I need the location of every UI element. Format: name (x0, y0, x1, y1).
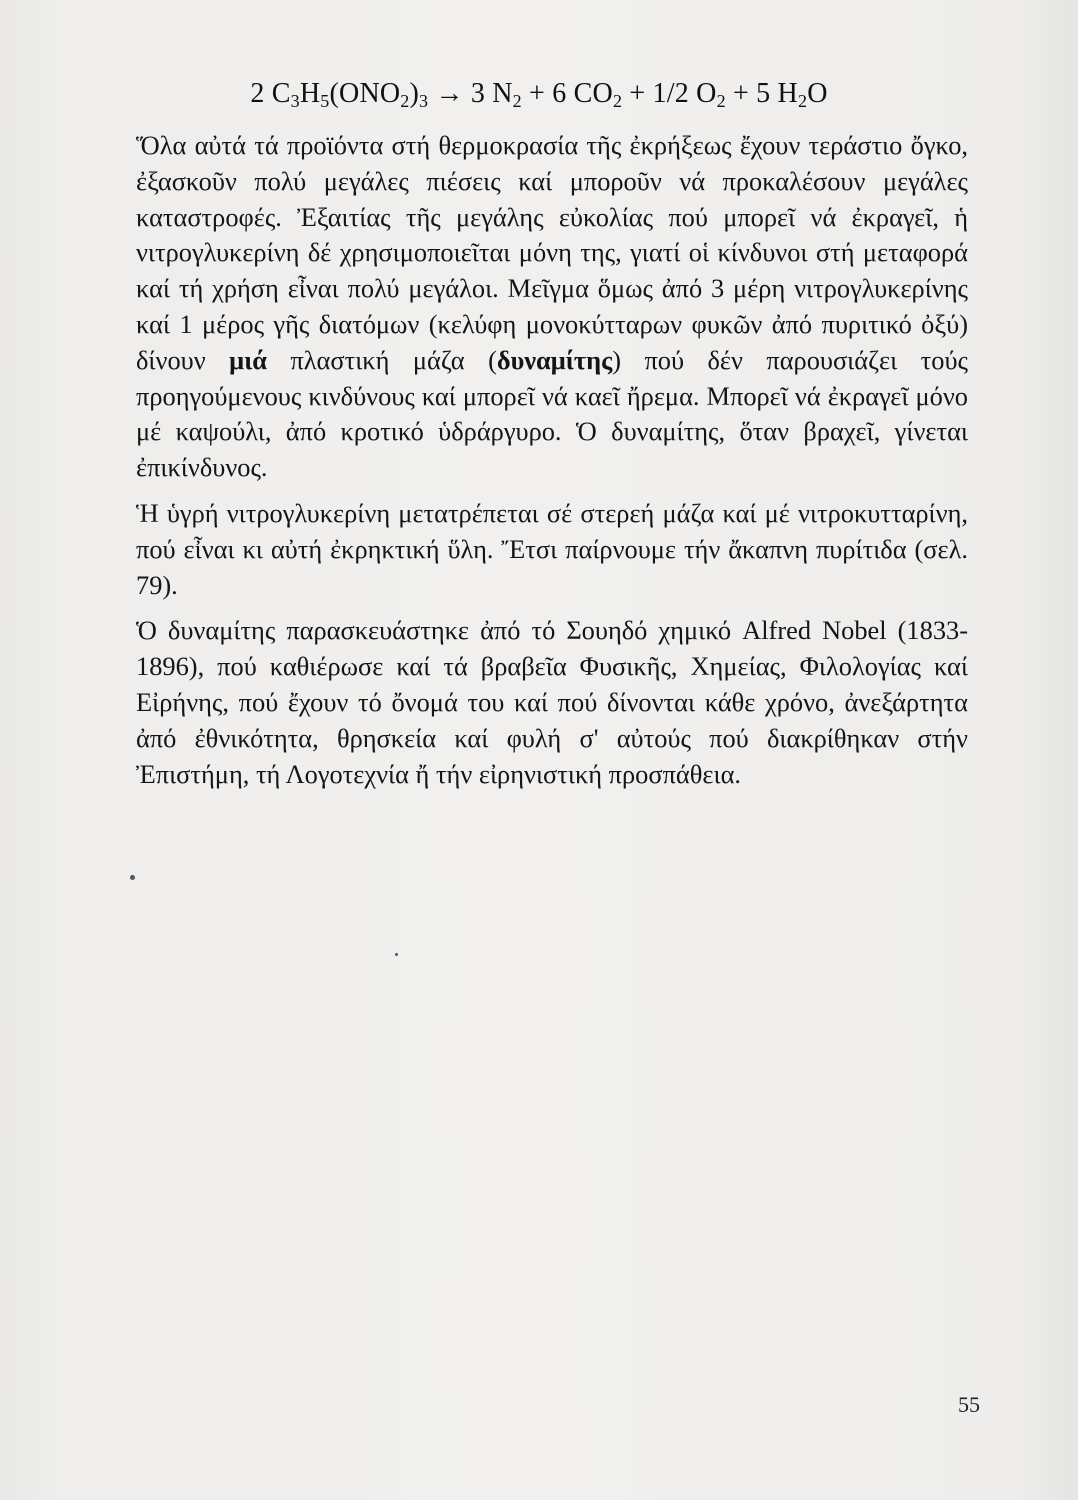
chemical-equation: 2 $C_3H_5(ONO_2)_3 \to 3$ $N_2 + 6$ $CO_2 + 1/2$ $O_2 + 5$ $H_2O$ (250, 78, 828, 111)
paragraph-nobel: Ὁ δυναμίτης παρασκευάστηκε ἀπό τό Σουηδό χημικό Alfred Nobel (1833-1896), πού καθιέρωσε καί τά βραβεῖα Φυσικῆς, Χημείας, Φιλολογίας καί Εἰρήνης, πού ἔχουν τό ὄνομά του καί πού δίνονται κάθε χρόνο, ἀνεξάρτητα ἀπό ἐθνικότητα, θρησκεία καί φυλή σ' αὐτούς πού διακρίθηκαν στήν Ἐπιστήμη, τή Λογοτεχνία ἤ τήν εἰρηνιστική προσπάθεια. (136, 615, 968, 789)
show-through-texture (125, 820, 955, 1500)
paragraph-products: Ὅλα αὐτά τά προϊόντα στή θερμοκρασία τῆς ἐκρήξεως ἔχουν τεράστιο ὄγκο, ἐξασκοῦν πολύ μεγάλες πιέσεις καί μποροῦν νά προκαλέσουν μεγάλες καταστροφές. Ἐξαιτίας τῆς μεγάλης εὐκολίας πού μπορεῖ νά ἐκραγεῖ, ἡ νιτρογλυκερίνη δέ χρησιμοποιεῖται μόνη της, γιατί οἱ κίνδυνοι στή μεταφορά καί τή χρήση εἶναι πολύ μεγάλοι. Μεῖγμα ὅμως ἀπό 3 μέρη νιτρογλυκερίνης καί 1 μέρος γῆς διατόμων (κελύφη μονοκύτταρων φυκῶν ἀπό πυριτικό ὀξύ) δίνουν μιά πλαστική μάζα (δυναμίτης) πού δέν παρουσιάζει τούς προηγούμενους κινδύνους καί μπορεῖ νά καεῖ ἤρεμα. Μπορεῖ νά ἐκραγεῖ μόνο μέ καψούλι, ἀπό κροτικό ὑδράργυρο. Ὁ δυναμίτης, ὅταν βραχεῖ, γίνεται ἐπικίνδυνος. (136, 130, 968, 483)
paragraph-smokeless-powder: Ἡ ὑγρή νιτρογλυκερίνη μετατρέπεται σέ στερεή μάζα καί μέ νιτροκυτταρίνη, πού εἶναι κι αὐτή ἐκρηκτική ὕλη. Ἔτσι παίρνουμε τήν ἄκαπνη πυρίτιδα (σελ. 79). (136, 497, 968, 600)
body-text (136, 128, 968, 792)
page-number: 55 (958, 1392, 980, 1417)
ink-speck (130, 875, 135, 880)
ink-speck (395, 953, 398, 956)
